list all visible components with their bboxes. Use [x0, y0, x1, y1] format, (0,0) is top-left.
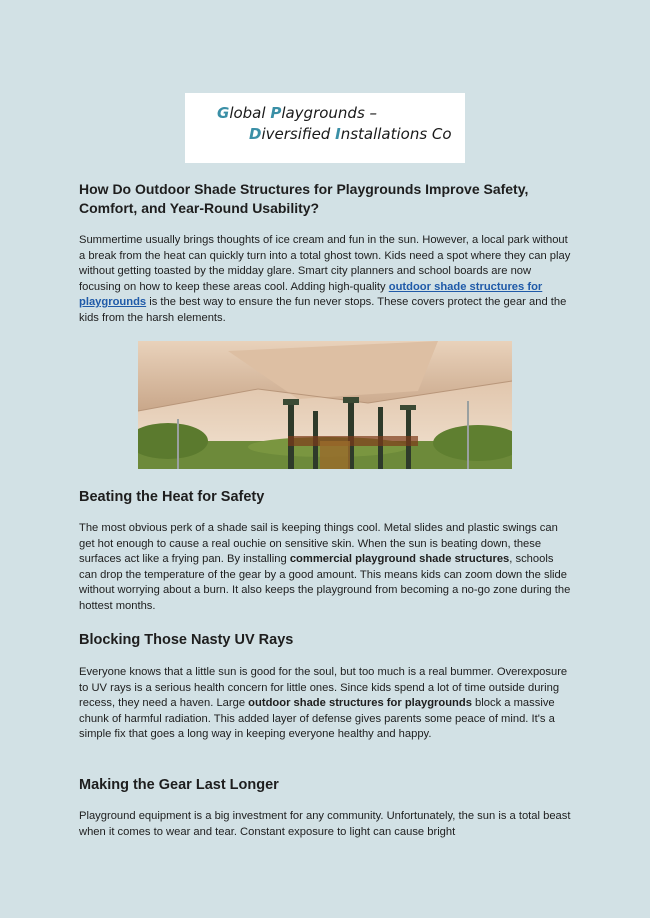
logo-line-2 — [249, 125, 452, 143]
heat-bold-phrase: commercial playground shade structures — [289, 553, 510, 565]
section-heading-gear: Making the Gear Last Longer — [79, 777, 279, 793]
uv-paragraph — [79, 665, 574, 743]
logo-word: iversified — [261, 125, 336, 143]
intro-text: Summertime usually brings thoughts of ice cream and fun in the sun. However, a local park without a break from the heat can quickly turn into a total ghost town. Kids need a spot where they can play without getting toasted by the midday glare. Smart city planners and school boards are now focusing on how to keep these areas cool. Adding high-quality — [79, 234, 571, 293]
logo-word: nstallations Co — [340, 125, 452, 143]
intro-text-end: is the best way to ensure the fun never stops. These covers protect the gear and the kids from the harsh elements. — [79, 296, 567, 324]
gear-paragraph: Playground equipment is a big investment for any community. Unfortunately, the sun is a total beast when it comes to wear and tear. Constant exposure to light can cause bright — [79, 810, 571, 838]
uv-text-end: block a massive chunk of harmful radiation. This added layer of defense gives parents some peace of mind. It's a simple fix that goes a long way in keeping everyone healthy and happy. — [79, 697, 555, 740]
company-logo — [185, 93, 465, 163]
section-heading-heat: Beating the Heat for Safety — [79, 489, 265, 505]
logo-initial: G — [217, 104, 230, 122]
shade-structures-link[interactable]: outdoor shade structures for playgrounds — [79, 280, 543, 308]
logo-initial: D — [249, 125, 262, 143]
logo-line-1 — [217, 101, 377, 125]
article-title: How Do Outdoor Shade Structures for Playgrounds Improve Safety, Comfort, and Year-Round Usability? — [79, 181, 529, 216]
shade-structure-photo — [138, 341, 512, 469]
logo-word: laygrounds – — [281, 104, 378, 122]
uv-bold-phrase: outdoor shade structures for playgrounds — [248, 697, 472, 709]
logo-initial: I — [335, 125, 341, 143]
heat-text-end: , schools can drop the temperature of the gear by a good amount. This means kids can zoom down the slide without worrying about a burn. It also keeps the playground from becoming a no-go zone during the hottest months. — [79, 553, 571, 612]
heat-text: The most obvious perk of a shade sail is keeping things cool. Metal slides and plastic swings can get hot enough to cause a real ouchie on sensitive skin. When the sun is beating down, these surfaces act like a frying pan. By installing — [79, 522, 558, 565]
heat-paragraph — [79, 521, 574, 614]
section-heading-uv: Blocking Those Nasty UV Rays — [79, 632, 294, 648]
uv-text: Everyone knows that a little sun is good for the soul, but too much is a real bummer. Overexposure to UV rays is a serious health concern for little ones. Since kids spend a lot of time outside during recess, they need a haven. Large — [79, 666, 568, 709]
logo-word: lobal — [229, 104, 271, 122]
intro-paragraph — [79, 233, 574, 326]
logo-initial: P — [270, 104, 282, 122]
